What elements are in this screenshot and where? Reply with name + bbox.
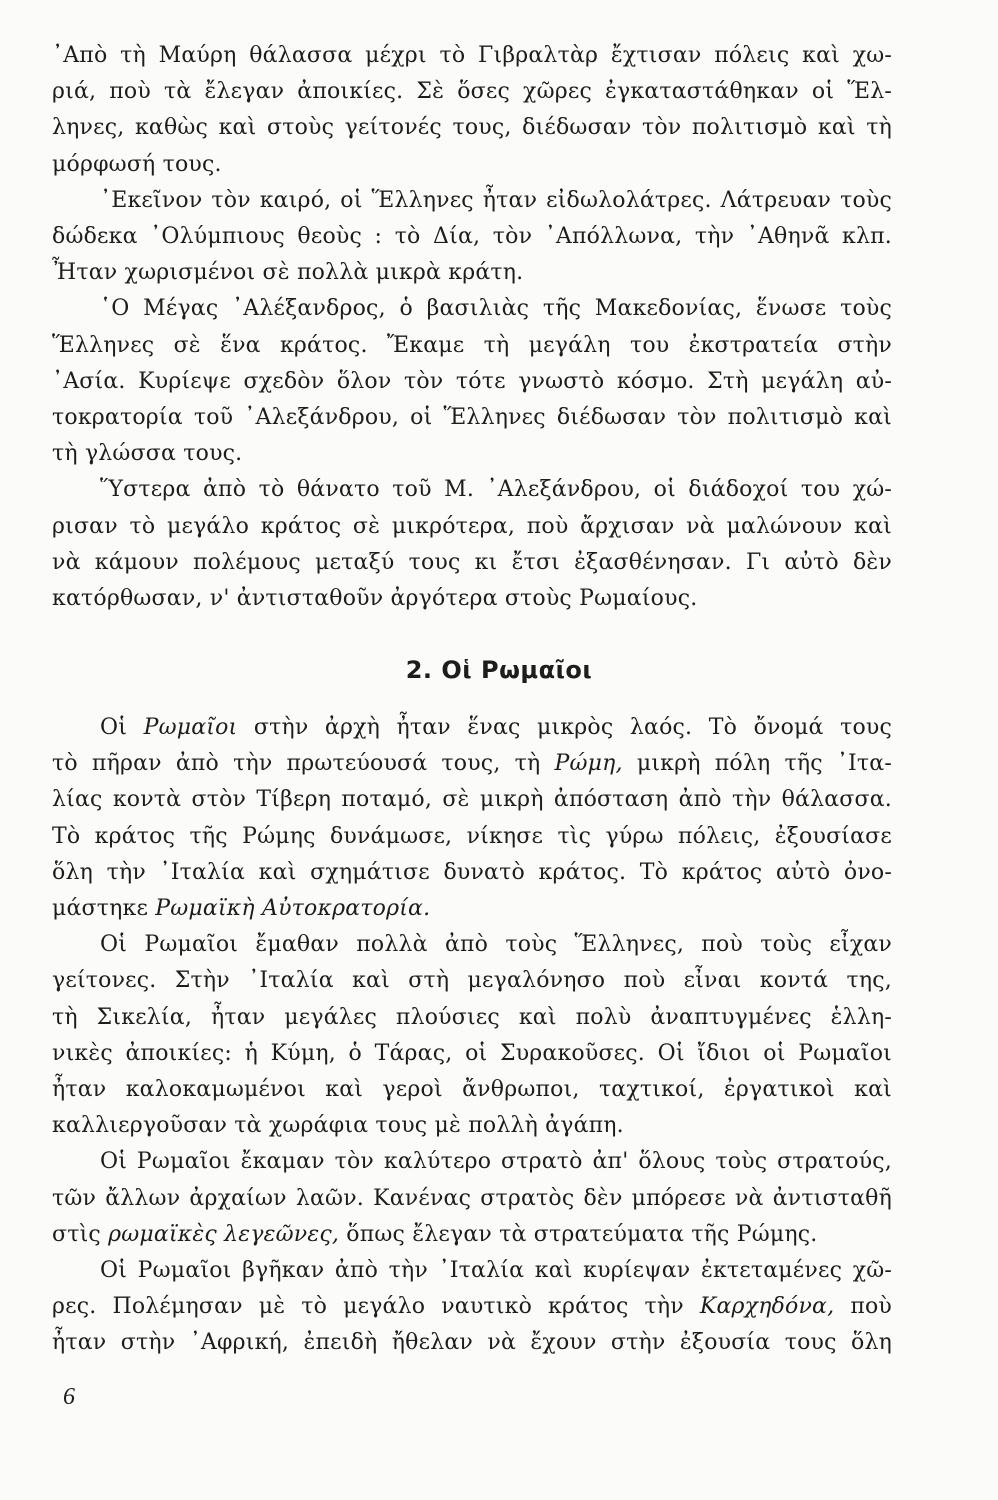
text-line: κατόρθωσαν, ν' ἀντισταθοῦν ἀργότερα στοὺς Ρωμαίους. [52,586,698,612]
text-line: Τὸ κράτος τῆς Ρώμης δυνάμωσε, νίκησε τὶς γύρω πόλεις, ἐξουσίασε [52,823,892,849]
text-segment: μικρὴ πόλη τῆς ᾿Ιτα- [622,751,892,777]
section-title: 2. Οἱ Ρωμαῖοι [405,656,593,684]
italic-term: Ρωμαῖοι [143,715,238,740]
text-line: Οἱ Ρωμαῖοι ἔμαθαν πολλὰ ἀπὸ τοὺς Ἕλληνες, ποὺ τοὺς εἶχαν [100,932,892,958]
text-line: Ἦταν χωρισμένοι σὲ πολλὰ μικρὰ κράτη. [52,260,524,286]
text-line: ᾿Ασία. Κυρίεψε σχεδὸν ὅλον τὸν τότε γνωστὸ κόσμο. Στὴ μεγάλη αὐ- [52,368,892,394]
text-line: ἦταν στὴν ᾿Αφρική, ἐπειδὴ ἤθελαν νὰ ἔχουν στὴν ἐξουσία τους ὅλη [52,1330,892,1356]
text-segment: ποὺ [834,1294,893,1320]
text-line: Οἱ Ρωμαῖοι βγῆκαν ἀπὸ τὴν ᾿Ιταλία καὶ κυρίεψαν ἐκτεταμένες χῶ- [100,1258,892,1284]
text-line: νὰ κάμουν πολέμους μεταξύ τους κι ἔτσι ἐξασθένησαν. Γι αὐτὸ δὲν [52,549,892,575]
text-line: ριά, ποὺ τὰ ἔλεγαν ἀποικίες. Σὲ ὅσες χῶρες ἐγκαταστάθηκαν οἱ Ἕλ- [52,79,892,105]
text-segment: στὶς [52,1221,109,1247]
text-line: γείτονες. Στὴν ᾿Ιταλία καὶ στὴ μεγαλόνησο ποὺ εἶναι κοντά της, [52,968,892,994]
italic-term: Καρχηδόνα, [699,1294,835,1320]
text-line [52,891,892,927]
text-line: ἦταν καλοκαμωμένοι καὶ γεροὶ ἄνθρωποι, ταχτικοί, ἐργατικοὶ καὶ [52,1077,892,1103]
text-line: Ὕστερα ἀπὸ τὸ θάνατο τοῦ Μ. ᾿Αλεξάνδρου, οἱ διάδοχοί του χώ- [100,477,892,503]
text-line: ᾿Εκεῖνον τὸν καιρό, οἱ Ἕλληνες ἦταν εἰδωλολάτρες. Λάτρευαν τοὺς [100,187,892,213]
text-line: νικὲς ἀποικίες: ἡ Κύμη, ὁ Τάρας, οἱ Συρακοῦσες. Οἱ ἴδιοι οἱ Ρωμαῖοι [52,1040,892,1066]
text-line: μόρφωσή τους. [52,151,222,177]
intro-text-block [52,38,892,617]
text-line: ᾿Απὸ τὴ Μαύρη θάλασσα μέχρι τὸ Γιβραλτὰρ ἔχτισαν πόλεις καὶ χω- [52,43,892,68]
text-line: δώδεκα ᾿Ολύμπιους θεοὺς : τὸ Δία, τὸν ᾿Απόλλωνα, τὴν ᾿Αθηνᾶ κλπ. [52,224,892,250]
text-segment: Οἱ [100,715,144,740]
text-line: Οἱ Ρωμαῖοι ἔκαμαν τὸν καλύτερο στρατὸ ἀπ' ὅλους τοὺς στρατούς, [100,1149,892,1175]
text-line: Ἕλληνες σὲ ἕνα κράτος. Ἔκαμε τὴ μεγάλη του ἐκστρατεία στὴν [52,332,892,358]
text-line: τὴ γλώσσα τους. [52,441,243,467]
text-line: τοκρατορία τοῦ ᾿Αλεξάνδρου, οἱ Ἕλληνες διέδωσαν τὸν πολιτισμὸ καὶ [52,405,892,431]
page-number: 6 [63,1384,75,1410]
text-line [52,746,892,782]
text-line: ληνες, καθὼς καὶ στοὺς γείτονές τους, διέδωσαν τὸν πολιτισμὸ καὶ τὴ [52,115,892,141]
italic-term: Ρώμη, [554,751,623,777]
text-line: τῶν ἄλλων ἀρχαίων λαῶν. Κανένας στρατὸς δὲν μπόρεσε νὰ ἀντισταθῆ [52,1185,892,1211]
romans-text-block [52,710,892,1362]
text-line [52,1217,892,1253]
italic-term: Ρωμαϊκὴ Αὐτοκρατορία. [155,896,431,922]
text-line: λίας κοντὰ στὸν Τίβερη ποταμό, σὲ μικρὴ ἀπόσταση ἀπὸ τὴν θάλασσα. [52,787,892,813]
text-line: ρισαν τὸ μεγάλο κράτος σὲ μικρότερα, ποὺ ἄρχισαν νὰ μαλώνουν καὶ [52,513,892,539]
text-line: ῾Ο Μέγας ᾿Αλέξανδρος, ὁ βασιλιὰς τῆς Μακεδονίας, ἕνωσε τοὺς [100,296,892,322]
text-line [52,1289,892,1325]
text-line [52,710,892,746]
text-segment: τὸ πῆραν ἀπὸ τὴν πρωτεύουσά τους, τὴ [52,751,555,777]
italic-term: ρωμαϊκὲς λεγεῶνες, [108,1221,340,1247]
text-segment: ρες. Πολέμησαν μὲ τὸ μεγάλο ναυτικὸ κράτος τὴν [52,1294,700,1320]
text-line: ὅλη τὴν ᾿Ιταλία καὶ σχημάτισε δυνατὸ κράτος. Τὸ κράτος αὐτὸ ὀνο- [52,859,892,885]
text-segment: στὴν ἀρχὴ ἦταν ἕνας μικρὸς λαός. Τὸ ὄνομά τους [237,715,892,740]
text-line: καλλιεργοῦσαν τὰ χωράφια τους μὲ πολλὴ ἀγάπη. [52,1113,624,1139]
text-line: τὴ Σικελία, ἦταν μεγάλες πλούσιες καὶ πολὺ ἀναπτυγμένες ἑλλη- [52,1004,892,1030]
text-segment: ὅπως ἔλεγαν τὰ στρατεύματα τῆς Ρώμης. [339,1221,818,1247]
text-segment: μάστηκε [52,896,156,922]
